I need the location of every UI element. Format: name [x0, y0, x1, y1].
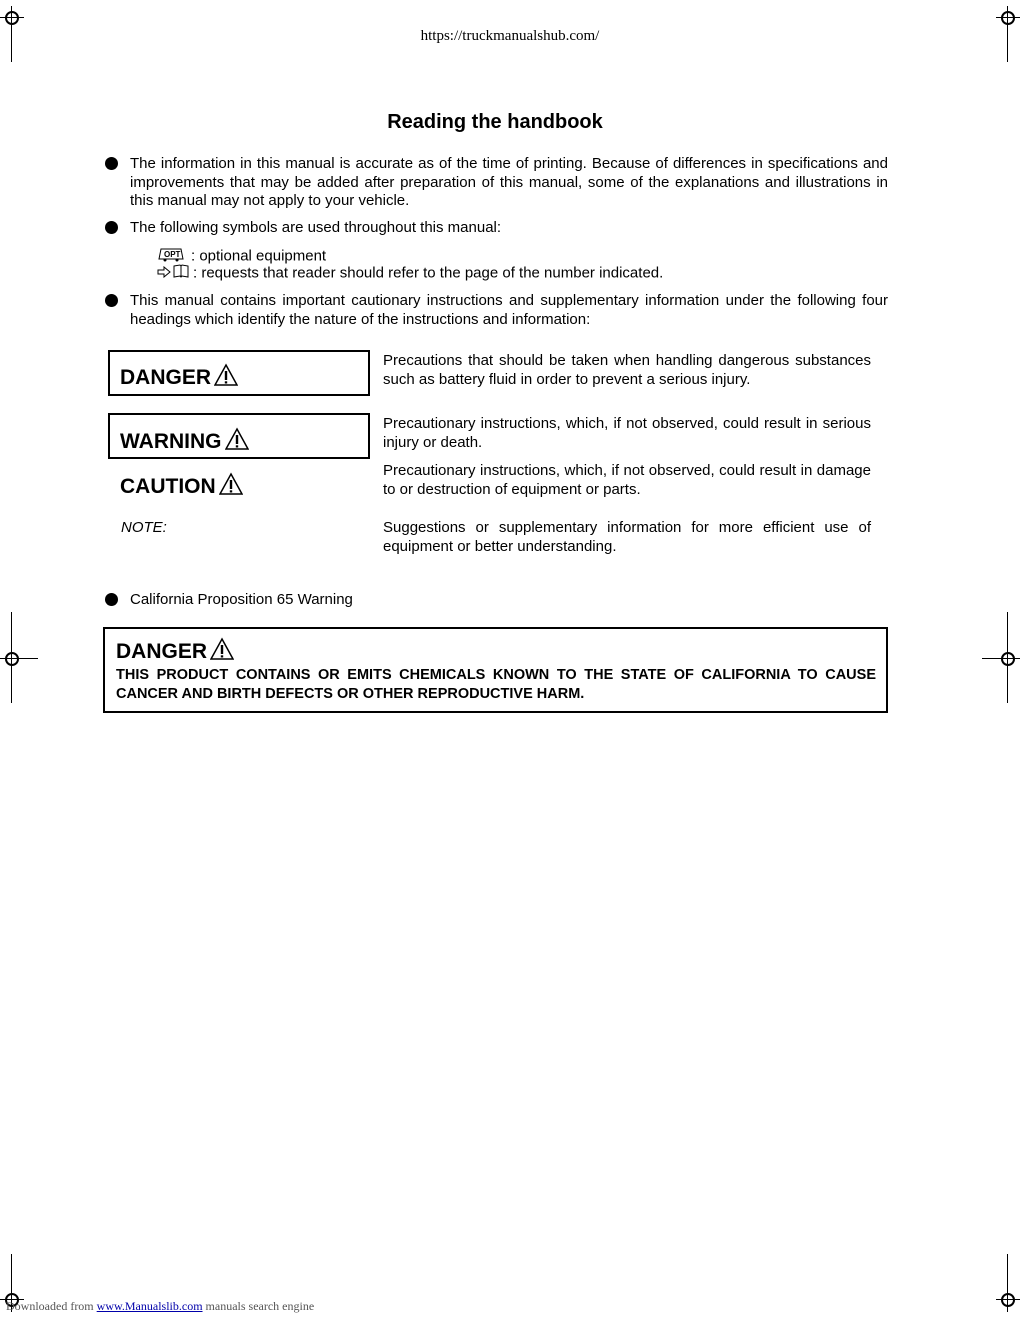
registration-mark-mid-left	[0, 647, 24, 671]
footer-link[interactable]: www.Manualslib.com	[96, 1299, 203, 1313]
note-description: Suggestions or supplementary information for more efficient use of equipment or better understanding.	[383, 519, 871, 555]
warning-triangle-icon	[210, 637, 234, 667]
crop-line	[24, 658, 38, 659]
crop-line	[11, 1254, 12, 1288]
footer-prefix: Downloaded from	[6, 1299, 97, 1313]
crop-line	[11, 612, 12, 647]
bullet-symbols	[105, 219, 888, 238]
caution-description: Precautionary instructions, which, if not observed, could result in damage to or destruction of equipment or parts.	[383, 462, 871, 498]
arrow-right-icon	[157, 265, 171, 283]
crop-line	[982, 658, 996, 659]
bullet-dot	[105, 593, 118, 606]
danger-description: Precautions that should be taken when handling dangerous substances such as battery fluid in order to prevent a serious injury.	[383, 352, 871, 388]
caution-label: CAUTION	[120, 475, 216, 498]
danger-label: DANGER	[120, 366, 212, 389]
bullet-headings	[105, 292, 888, 329]
bullet-dot	[105, 294, 118, 307]
page-title: Reading the handbook	[387, 111, 603, 133]
caution-heading	[120, 472, 243, 502]
crop-line	[11, 671, 12, 703]
warning-label: WARNING	[120, 430, 222, 453]
bullet-dot	[105, 157, 118, 170]
warning-triangle-icon	[225, 427, 249, 457]
bullet-headings-text: This manual contains important cautionary instructions and supplementary information under the following four headings which identify the nature of the instructions and information:	[130, 292, 888, 328]
footer-suffix: manuals search engine	[202, 1299, 315, 1313]
bullet-info	[105, 155, 888, 211]
registration-mark-top-left	[0, 6, 24, 30]
crop-line	[1007, 671, 1008, 703]
bullet-california-text: California Proposition 65 Warning	[130, 591, 353, 608]
prop65-warning-box	[103, 627, 888, 713]
optional-icon-text: OPT	[164, 250, 181, 259]
bullet-california	[105, 591, 888, 610]
bullet-symbols-text: The following symbols are used throughout this manual:	[130, 219, 502, 236]
book-icon	[173, 264, 189, 283]
prop65-label: DANGER	[116, 640, 208, 663]
prop65-text: THIS PRODUCT CONTAINS OR EMITS CHEMICALS KNOWN TO THE STATE OF CALIFORNIA TO CAUSE CANCER AND BIRTH DEFECTS OR OTHER REPRODUCTIVE HARM.	[116, 667, 876, 702]
warning-heading	[120, 427, 249, 457]
footer	[6, 1299, 314, 1314]
bullet-dot	[105, 221, 118, 234]
crop-line	[1007, 612, 1008, 647]
registration-mark-top-right	[996, 6, 1020, 30]
warning-triangle-icon	[214, 363, 238, 393]
crop-line	[1007, 1254, 1008, 1288]
registration-mark-mid-right	[996, 647, 1020, 671]
note-label: NOTE:	[121, 519, 167, 536]
symbol-reference-text: : requests that reader should refer to the page of the number indicated.	[193, 264, 664, 282]
bullet-info-text: The information in this manual is accurate as of the time of printing. Because of differences in specifications and improvements that may be added after preparation of this manual, some of the explanations and illustrations in this manual may not apply to your vehicle.	[130, 155, 888, 209]
prop65-heading	[116, 637, 234, 667]
warning-triangle-icon	[219, 472, 243, 502]
header-url[interactable]: https://truckmanualshub.com/	[420, 28, 600, 44]
warning-description: Precautionary instructions, which, if not observed, could result in serious injury or death.	[383, 415, 871, 451]
symbol-optional-text: : optional equipment	[191, 247, 327, 265]
danger-heading	[120, 363, 238, 393]
symbol-reference	[157, 264, 663, 283]
registration-mark-bottom-right	[996, 1288, 1020, 1312]
